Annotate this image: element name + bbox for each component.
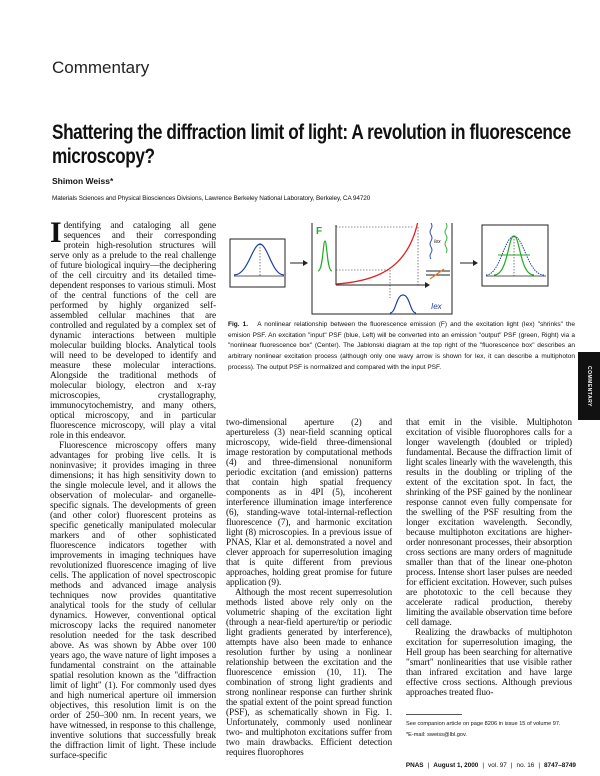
caption-text: A nonlinear relationship between the fluorescence emission (F) and the excitation light (Iex) "shrinks" the emision PSF. An excitation "input" PSF (blue, Left) will be converted into an emission "output" PSF (green, Right) via a "nonlinear fluorescence box" (Center). The Jablonski diagram at the top right of the "fluorescence box" describes an arbitrary nonlinear excitation process (although only one wavy arrow is shown for Iex, it can describe a multiphoton process). The output PSF is normalized and compared with the input PSF.: [228, 321, 576, 371]
jablonski-label: Iex: [434, 239, 441, 245]
paragraph-text: dentifying and cataloging all gene sequences and their corresponding protein high-resolution structures will serve only as a prelude to the real challenge of future biological inquiry—the deciphering of the cell circuitry and its detailed time-dependent responses to various stimuli. Most of the central functions of the cell are performed by highly organized self-assembled cellular machines that are controlled and regulated by a complex set of dynamic interactions between multiple molecular building blocks. Analytical tools will need to be developed to identify and measure these molecular interactions. Alongside the traditional methods of molecular biology, electron and x-ray microscopies, crystallography, immunocytochemistry, and many others, optical microscopy, and in particular fluorescence microscopy, will play a vital role in this endeavor.: [50, 221, 216, 441]
article-title: Shattering the diffraction limit of light: A revolution in fluorescence microscopy?: [52, 120, 571, 168]
drop-cap: I: [50, 216, 62, 249]
issue: no. 16: [516, 762, 535, 769]
paragraph: Fluorescence microscopy offers many advantages for probing live cells. It is noninvasive; it provides imaging in three dimensions; it has high sensitivity down to the single molecule level, and it allows the observation of molecular- and organelle-specific signals. The developments of green (and other color) fluorescent proteins as specific genetically manipulated molecular markers and of other sophisticated fluorescence indicators together with improvements in imaging techniques have revolutionized fluorescence imaging of live cells. The application of novel spectroscopic methods and advanced image analysis techniques now provides quantitative analytical tools for the study of cellular dynamics. However, conventional optical microscopy lacks the required nanometer resolution needed for the task described above. As was shown by Abbe over 100 years ago, the wave nature of light imposes a fundamental constraint on the attainable spatial resolution known as the "diffraction limit of light" (1). For commonly used dyes and high numerical aperture oil immersion objectives, this resolution limit is on the order of 250–300 nm. In recent years, we have witnessed, in response to this challenge, inventive solutions that successfully break the diffraction limit of light. These include surface-specific: [50, 441, 216, 761]
paragraph: that emit in the visible. Multiphoton excitation of visible fluorophores calls for a longer wavelength (doubled or tripled) fundamental. Because the diffraction limit of light scales linearly with the wavelength, this results in the doubling or tripling of the extent of the excitation spot. In fact, the shrinking of the PSF gained by the nonlinear response cannot even fully compensate for the swelling of the PSF resulting from the longer excitation wavelength. Secondly, because multiphoton excitations are higher-order nonresonant processes, their absorption cross sections are many orders of magnitude smaller than that of the linear one-photon process. Intense short laser pulses are needed for efficient excitation. However, such pulses are phototoxic to the cell because they accelerate radical production, thereby limiting the available observation time before cell damage.: [406, 418, 572, 628]
figure-caption: [228, 320, 575, 374]
article-header: [52, 120, 582, 203]
page-footer: PNAS | August 1, 2000 | vol. 97 | no. 16 | 8747–8749: [405, 762, 576, 769]
caption-label: Fig. 1.: [228, 321, 249, 328]
paragraph: [50, 216, 216, 441]
column-3: [406, 418, 572, 698]
issue-date: August 1, 2000: [433, 762, 479, 769]
section-label: Commentary: [52, 58, 150, 77]
column-3-wrapper: [406, 418, 576, 770]
nonlinear-response-curve: [336, 223, 418, 284]
column-1: [50, 216, 216, 761]
journal-name: PNAS: [405, 762, 424, 769]
footnotes: [406, 720, 574, 739]
footnote-divider: [406, 714, 462, 715]
page-range: 8747–8749: [544, 762, 576, 769]
excitation-psf-curve: [390, 295, 416, 313]
footnote-companion: See companion article on page 8206 in issue 15 of volume 97.: [406, 721, 561, 727]
footnote-email: *E-mail: sweiss@lbl.gov.: [406, 731, 467, 738]
jablonski-wavy-arrow: [430, 223, 432, 259]
f-axis-label: F: [316, 226, 323, 237]
column-2: [226, 418, 392, 758]
input-psf-curve: [234, 244, 284, 275]
fluorescence-box: [312, 223, 452, 314]
paragraph: Although the most recent superresolution methods listed above rely only on the volumetric shaping of the excitation light (through a near-field aperture/tip or periodic light gradients generated by interference), attempts have also been made to enhance resolution further by using a nonlinear relationship between the excitation and the fluorescence emission (10, 11). The combination of strong light gradients and strong nonlinear response can further shrink the spatial extent of the point spread function (PSF), as schematically shown in Fig. 1. Unfortunately, commonly used nonlinear two- and multiphoton excitations suffer from two main drawbacks. Efficient detection requires fluorophores: [226, 588, 392, 758]
output-emission-peak: [318, 241, 332, 271]
affiliation: Materials Sciences and Physical Biosciences Divisions, Lawrence Berkeley National Laboratory, Berkeley, CA 94720: [52, 195, 371, 202]
footnote-block: [406, 706, 576, 739]
figure-1: [228, 223, 576, 315]
paragraph: Realizing the drawbacks of multiphoton excitation for superresolution imaging, the Hell group has been searching for alternative "smart" nonlinearities that use visible rather than infrared excitation and have large effective cross sections. Although previous approaches treated fluo-: [406, 628, 572, 698]
volume: vol. 97: [488, 762, 507, 769]
section-side-tab: COMMENTARY: [578, 352, 600, 420]
paragraph: two-dimensional aperture (2) and apertureless (3) near-field scanning optical microscopy, wide-field three-dimensional image restoration by computational methods (4) and three-dimensional nonuniform periodic excitation (and emission) patterns that contain high spatial frequency components as in 4PI (5), incoherent interference illumination image interference (6), standing-wave total-internal-reflection fluorescence (7), and harmonic excitation light (8) microscopies. In a previous issue of PNAS, Klar et al. demonstrated a novel and clever approach for superresolution imaging that is quite different from previous approaches, holding great promise for future application (9).: [226, 418, 392, 588]
iex-axis-label: Iex: [431, 302, 442, 311]
author: Shimon Weiss*: [52, 176, 114, 186]
jablonski-emission-arrow: [445, 223, 447, 253]
